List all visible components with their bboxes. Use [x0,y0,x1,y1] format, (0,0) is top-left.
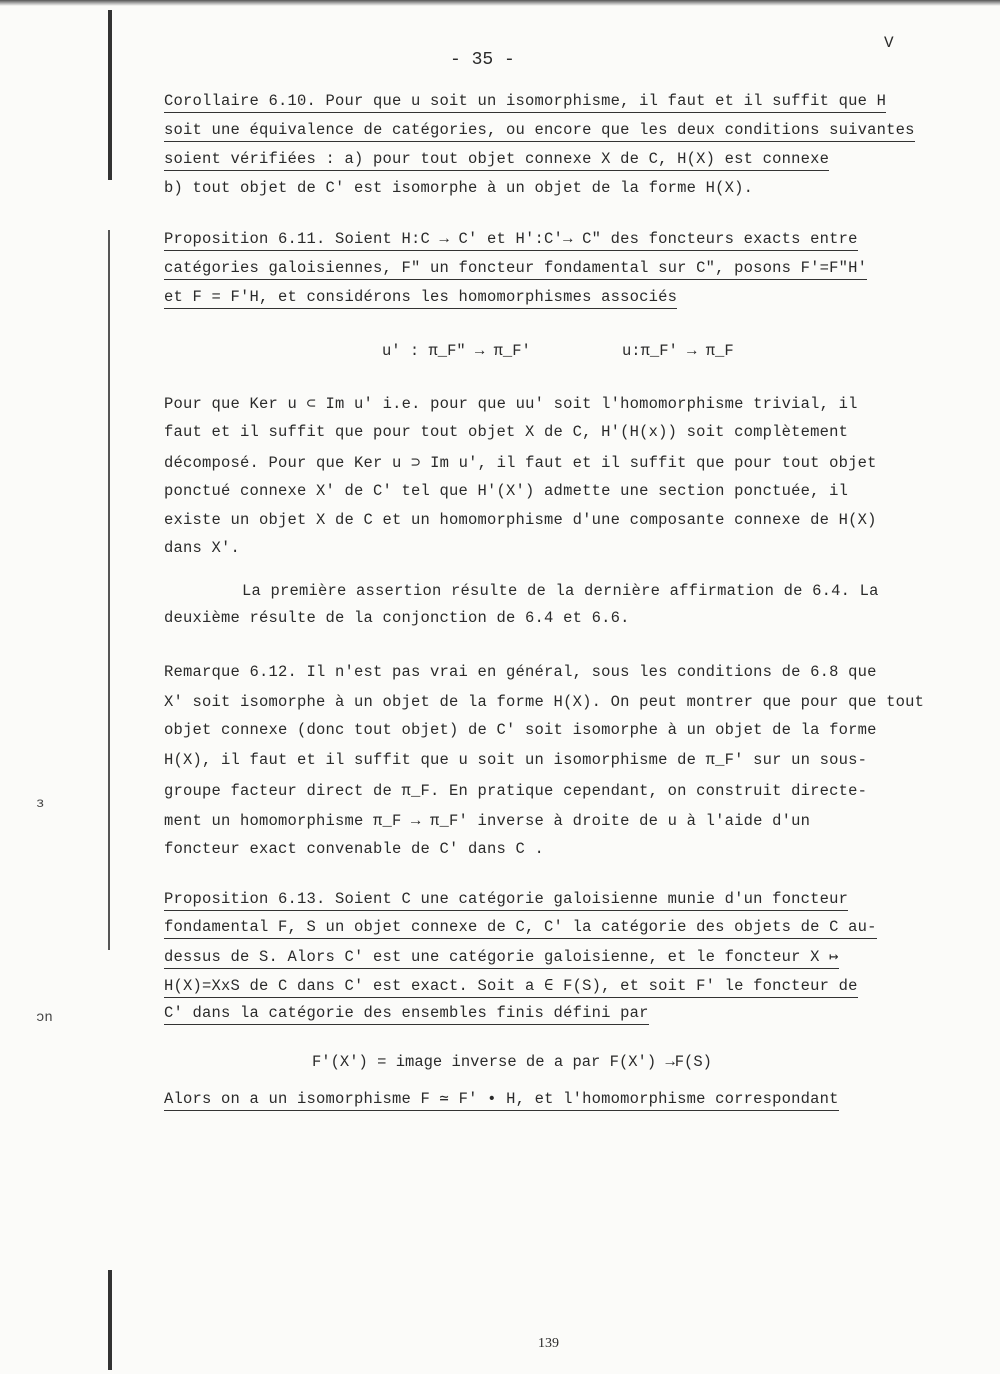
text-line: soit une équivalence de catégories, ou encore que les deux conditions suivantes [164,121,915,142]
text-line: faut et il suffit que pour tout objet X de C, H'(H(x)) soit complètement [164,423,849,441]
text-line: groupe facteur direct de π_F. En pratique cependant, on construit directe- [164,782,868,800]
text-line: H(X)=XxS de C dans C' est exact. Soit a ∈ F(S), et soit F' le foncteur de [164,976,858,998]
volume-mark: V [884,34,894,52]
text-line: dans X'. [164,539,241,557]
text-line: Alors on a un isomorphisme F ≃ F' • H, et l'homomorphisme correspondant [164,1089,839,1111]
binding-shadow [108,10,112,180]
scan-top-edge [0,0,1000,6]
text-line: soient vérifiées : a) pour tout objet connexe X de C, H(X) est connexe [164,150,829,171]
text-line: Proposition 6.13. Soient C une catégorie galoisienne munie d'un foncteur [164,890,848,911]
text-line: deuxième résulte de la conjonction de 6.4 et 6.6. [164,609,630,627]
margin-mark: ɜ [36,796,45,812]
formula-u: u:π_F' → π_F [622,342,734,360]
text-line: catégories galoisiennes, F" un foncteur fondamental sur C", posons F'=F"H' [164,259,867,280]
text-line: objet connexe (donc tout objet) de C' soit isomorphe à un objet de la forme [164,721,877,739]
text-line: décomposé. Pour que Ker u ⊃ Im u', il faut et il suffit que pour tout objet [164,454,877,472]
text-line: H(X), il faut et il suffit que u soit un isomorphisme de π_F' sur un sous- [164,751,868,769]
text-line: dessus de S. Alors C' est une catégorie galoisienne, et le foncteur X ↦ [164,947,839,969]
binding-shadow [108,1270,112,1370]
text-line: ment un homomorphisme π_F → π_F' inverse à droite de u à l'aide d'un [164,812,811,830]
text-line: Proposition 6.11. Soient H:C → C' et H':C'→ C" des foncteurs exacts entre [164,230,858,251]
text-line: Remarque 6.12. Il n'est pas vrai en général, sous les conditions de 6.8 que [164,663,877,681]
text-line: existe un objet X de C et un homomorphisme d'une composante connexe de H(X) [164,511,877,529]
text-line: X' soit isomorphe à un objet de la forme H(X). On peut montrer que pour que tout [164,693,925,711]
margin-mark: ɔn [36,1010,53,1026]
text-line: et F = F'H, et considérons les homomorphismes associés [164,288,677,309]
binding-shadow [108,230,110,950]
text-line: Pour que Ker u ⊂ Im u' i.e. pour que uu' soit l'homomorphisme trivial, il [164,395,858,413]
formula-u-prime: u' : π_F" → π_F' [382,342,531,360]
text-line: ponctué connexe X' de C' tel que H'(X') admette une section ponctuée, il [164,482,849,500]
footer-page-number: 139 [538,1336,559,1351]
text-line: b) tout objet de C' est isomorphe à un objet de la forme H(X). [164,179,754,197]
text-line: La première assertion résulte de la dernière affirmation de 6.4. La [242,582,879,600]
text-line: Corollaire 6.10. Pour que u soit un isomorphisme, il faut et il suffit que H [164,92,886,113]
formula-f-prime: F'(X') = image inverse de a par F(X') →F(S) [312,1053,712,1071]
text-line: C' dans la catégorie des ensembles finis défini par [164,1004,649,1025]
text-line: fondamental F, S un objet connexe de C, C' la catégorie des objets de C au- [164,918,877,939]
page-number: - 35 - [450,50,515,70]
text-line: foncteur exact convenable de C' dans C . [164,840,545,858]
